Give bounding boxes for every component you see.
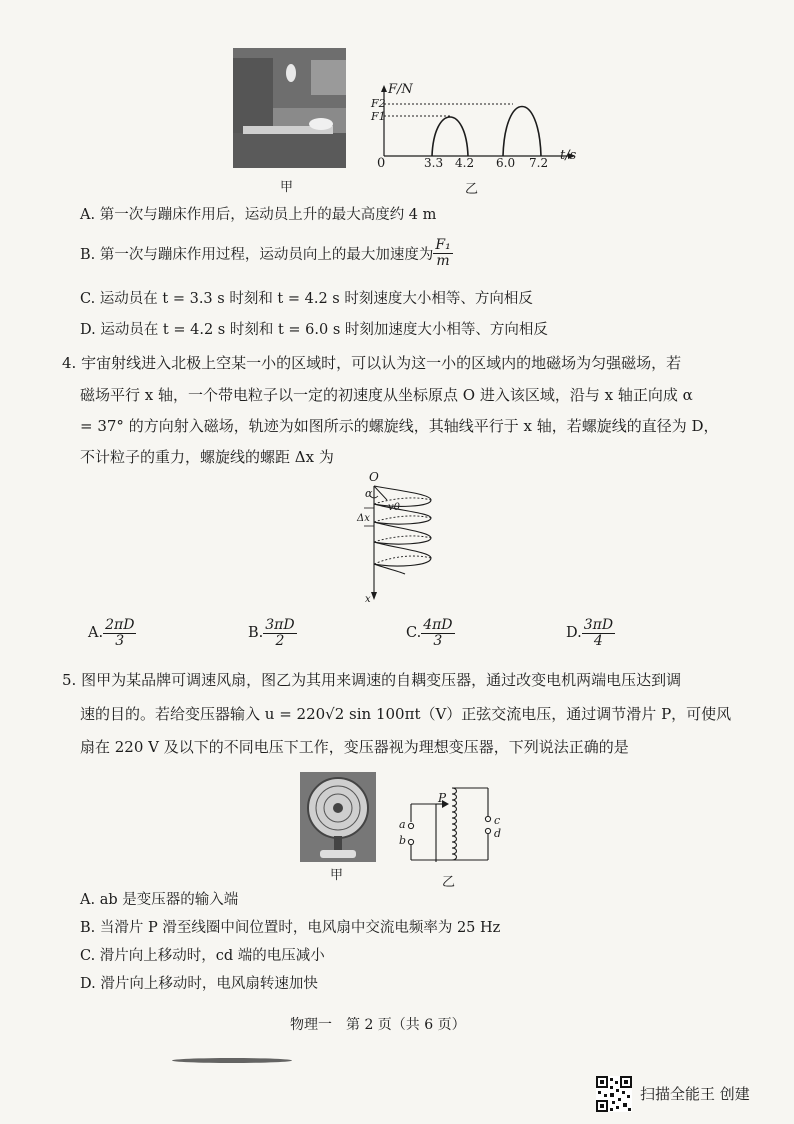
q4-option-d [566,618,615,648]
fraction-numerator: 4πD [423,617,453,633]
helix-v0-label: v0 [388,502,401,513]
q3-option-d: D. 运动员在 t = 4.2 s 时刻和 t = 6.0 s 时刻加速度大小相等、方向相反 [80,322,548,338]
fan-photo-art [300,772,376,862]
q4-line: 4. 宇宙射线进入北极上空某一小的区域时，可以认为这一小的区域内的地磁场为匀强磁场，若 [62,354,682,372]
circuit-d-label: d [494,827,502,840]
q3-label-yi: 乙 [465,182,479,197]
graph-x-tick: 6.0 [496,156,516,170]
q5-label-jia: 甲 [330,868,344,883]
fraction-denominator: m [436,252,450,269]
option-fraction [421,618,454,648]
graph-x-tick: 4.2 [455,156,475,170]
fraction-denominator: 3 [433,632,443,649]
q4-line: 不计粒子的重力，螺旋线的螺距 Δx 为 [80,448,334,466]
q3-option-b-fraction [433,238,452,268]
q4-option-a [88,618,136,648]
q5-line: 5. 图甲为某品牌可调速风扇，图乙为其用来调速的自耦变压器，通过改变电机两端电压达到调 [62,671,682,689]
circuit-p-label: P [438,791,447,805]
circuit-b-label: b [399,834,407,847]
fraction-denominator: 4 [593,632,603,649]
second-contact-hump [503,107,541,157]
q5-option-a: A. ab 是变压器的输入端 [80,892,239,908]
circuit-a-label: a [399,818,406,831]
q5-option-d: D. 滑片向上移动时，电风扇转速加快 [80,976,318,992]
q5-option-b: B. 当滑片 P 滑至线圈中间位置时，电风扇中交流电频率为 25 Hz [80,920,501,936]
trampoline-photo-art [233,48,346,168]
first-contact-hump [432,117,468,156]
q5-line: 扇在 220 V 及以下的不同电压下工作，变压器视为理想变压器，下列说法正确的是 [80,738,629,756]
trampoline-photo [233,48,346,168]
graph-f1-label: F1 [371,110,386,123]
q5-label-yi: 乙 [442,875,456,890]
fraction-numerator: 3πD [265,617,295,633]
autotransformer-circuit [396,782,506,872]
q4-option-b [248,618,297,648]
fraction-numerator: F₁ [435,237,451,253]
graph-x-axis-label: t/s [560,148,577,163]
q3-label-jia: 甲 [280,180,294,195]
helix-x-label: x [365,594,371,605]
option-fraction [263,618,296,648]
q5-option-c: C. 滑片向上移动时，cd 端的电压减小 [80,948,325,964]
graph-f2-label: F2 [371,97,386,110]
q3-option-c: C. 运动员在 t = 3.3 s 时刻和 t = 4.2 s 时刻速度大小相等、方向相反 [80,291,533,307]
q4-line: = 37° 的方向射入磁场，轨迹为如图所示的螺旋线，其轴线平行于 x 轴，若螺旋线的直径为 D， [80,417,719,435]
qr-code-icon [596,1076,632,1112]
graph-origin-label: 0 [377,156,386,171]
option-letter: B. [248,625,264,642]
fraction-numerator: 3πD [583,617,614,633]
graph-x-tick: 7.2 [529,156,549,170]
option-letter: A. [88,625,104,642]
scanner-brand-watermark: 扫描全能王 创建 [640,1085,750,1103]
fraction-numerator: 2πD [105,617,135,633]
option-fraction [582,618,615,648]
q3-option-b-text: B. 第一次与蹦床作用过程，运动员向上的最大加速度为 [80,246,434,263]
q3-option-b [80,238,453,268]
fraction-denominator: 3 [115,632,125,649]
q3-option-a: A. 第一次与蹦床作用后，运动员上升的最大高度约 4 m [80,207,437,223]
option-letter: D. [566,625,582,642]
graph-y-axis-label: F/N [388,82,413,97]
q5-line: 速的目的。若给变压器输入 u = 220√2 sin 100πt（V）正弦交流电压，通过调节滑片 P，可使风 [80,705,732,723]
fan-photo [300,772,376,862]
page-footer: 物理一 第 2 页（共 6 页） [290,1017,466,1033]
graph-x-tick: 3.3 [424,156,444,170]
option-fraction [103,618,136,648]
helix-origin-label: O [369,470,379,484]
circuit-c-label: c [494,814,501,827]
helix-dx-label: Δx [357,513,370,524]
option-letter: C. [406,625,422,642]
helix-alpha-label: α [365,487,373,500]
q4-option-c [406,618,455,648]
fraction-denominator: 2 [275,632,285,649]
q4-line: 磁场平行 x 轴，一个带电粒子以一定的初速度从坐标原点 O 进入该区域，沿与 x 轴正向成 α [80,386,693,404]
scan-smudge [172,1058,292,1063]
